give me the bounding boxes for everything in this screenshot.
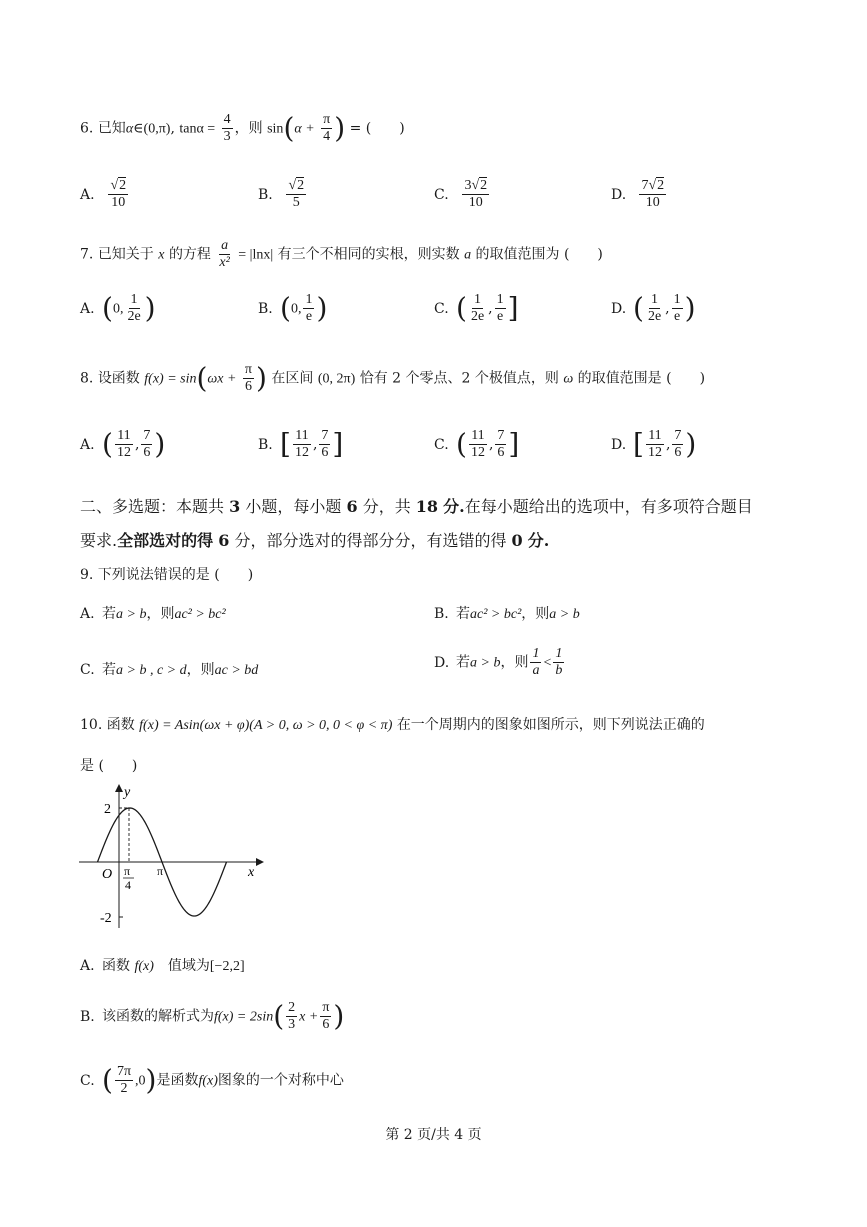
denominator: 6	[143, 445, 151, 461]
option-label: D.	[611, 436, 627, 453]
math-x-plus: x +	[299, 1009, 319, 1025]
stem-text: 恰有 2 个零点、2 个极值点，则	[359, 370, 559, 387]
denominator: 2e	[127, 309, 141, 325]
option-label: A.	[80, 300, 95, 317]
fraction-pi-6	[320, 1000, 331, 1033]
denominator: 10	[111, 195, 126, 211]
question-number: 7.	[80, 246, 94, 263]
denominator: 3	[223, 129, 231, 145]
option-a[interactable]: A. ( $\frac{11}{12}$ , $\frac{7}{6}$ )	[80, 427, 166, 461]
option-fraction-left	[469, 428, 487, 461]
stem-text: = ( )	[349, 120, 405, 137]
paren-close: )	[333, 999, 345, 1033]
denominator: 6	[674, 445, 682, 461]
paren-close: )	[684, 291, 696, 325]
numerator: 7π	[115, 1064, 133, 1081]
fraction-tan	[222, 112, 233, 145]
option-label: A.	[80, 958, 95, 974]
stem-text: ，则	[234, 120, 263, 137]
question-6-stem: 6. 已知α∈(0,π), tanα = $\frac{4}{3}$ ，则 sin(α + $\frac{\pi}{4}$ ) = ( )	[80, 111, 405, 145]
paren-open: (	[102, 427, 113, 461]
option-a[interactable]	[80, 603, 226, 623]
math-omega: ω	[563, 371, 574, 387]
radicand: 2	[657, 178, 665, 193]
option-a[interactable]	[80, 955, 245, 975]
question-10-stem-cont	[80, 755, 137, 775]
math-alpha: α	[125, 121, 134, 137]
paren-close: )	[334, 111, 346, 145]
math-function: f(x) = sin	[144, 371, 197, 387]
denominator: a	[532, 663, 540, 679]
denominator: e	[674, 309, 681, 325]
bracket-close: ]	[508, 427, 520, 461]
stem-text: 的取值范围是 ( )	[577, 370, 706, 387]
paren-open: (	[280, 291, 291, 325]
denominator: b	[555, 663, 563, 679]
math-range: [−2,2]	[209, 959, 245, 974]
option-fraction	[108, 178, 128, 211]
option-c[interactable]	[80, 1064, 344, 1097]
option-label: D.	[611, 186, 627, 203]
numerator: 11	[293, 428, 310, 445]
option-label: B.	[434, 606, 449, 622]
y-axis-arrow-icon	[115, 784, 123, 792]
option-text: ，则	[500, 654, 529, 671]
option-fraction-right	[319, 428, 330, 461]
math-interval: ∈(0,π)	[133, 121, 171, 137]
option-text: 若	[102, 606, 116, 622]
y-min-label: -2	[100, 911, 112, 926]
fraction-2-3	[286, 1000, 297, 1033]
option-label: A.	[80, 436, 95, 453]
section-text-bold: 分.	[443, 497, 465, 516]
tick-pi-4-denominator: 4	[125, 878, 131, 892]
numerator: π	[320, 1000, 331, 1017]
math-tan: tanα =	[179, 121, 216, 137]
bracket-open: [	[633, 427, 644, 461]
math-conclusion: ac² > bc²	[174, 607, 226, 622]
option-fraction-right	[672, 428, 683, 461]
numerator: 7√2	[639, 178, 666, 195]
option-c[interactable]: C. ( $\frac{1}{2e}$ , $\frac{1}{e}$ ]	[434, 291, 519, 325]
math-fx: f(x)	[134, 959, 154, 974]
option-label: B.	[258, 186, 273, 203]
denominator: 2e	[470, 309, 485, 325]
stem-text: 设函数	[97, 370, 140, 387]
option-label: B.	[258, 436, 273, 453]
option-text: ，则	[146, 606, 175, 622]
denominator: 6	[497, 445, 505, 461]
denominator: 2	[120, 1081, 128, 1097]
option-label: D.	[434, 654, 450, 671]
option-text: 图象的一个对称中心	[217, 1072, 344, 1089]
math-x: x	[158, 247, 165, 263]
section-2-instructions-line1	[80, 494, 753, 517]
numerator: 3√2	[462, 178, 489, 195]
x-axis-label: x	[248, 865, 255, 880]
sine-graph	[74, 778, 274, 938]
paren-open: (	[102, 291, 113, 325]
question-6-options	[0, 178, 867, 228]
interval-left: 0,	[290, 301, 302, 317]
coefficient: 3	[464, 178, 472, 193]
option-b[interactable]	[258, 292, 327, 325]
question-8-options	[0, 428, 867, 478]
section-number: 18	[415, 497, 439, 516]
question-10-stem	[80, 714, 705, 734]
option-fraction-left	[293, 428, 311, 461]
denominator: e	[305, 309, 313, 325]
question-number: 6.	[80, 120, 94, 137]
denominator: 12	[470, 445, 485, 461]
question-number: 9.	[80, 567, 94, 583]
math-sin: sin	[267, 121, 284, 137]
option-label: A.	[80, 606, 95, 622]
question-9-stem	[80, 564, 253, 584]
paren-open: (	[456, 291, 467, 325]
option-text: 该函数的解析式为	[102, 1008, 214, 1025]
question-number: 8.	[80, 370, 94, 387]
stem-text: 在区间	[271, 370, 314, 387]
option-a[interactable]	[80, 292, 156, 325]
radicand: 2	[297, 178, 305, 193]
denominator: 10	[468, 195, 483, 211]
math-formula: f(x) = 2sin	[214, 1009, 274, 1025]
numerator: 11	[469, 428, 486, 445]
paren-close: )	[145, 1063, 157, 1097]
paren-open: (	[196, 361, 208, 395]
option-label: B.	[80, 1008, 95, 1025]
option-fraction-left	[646, 428, 664, 461]
denominator: e	[497, 309, 504, 325]
coefficient: 7	[641, 178, 649, 193]
stem-text: 的方程	[168, 246, 211, 263]
tick-pi-4-numerator: π	[124, 864, 131, 878]
option-fraction	[639, 178, 666, 211]
math-conclusion: ac > bd	[214, 663, 259, 678]
option-fraction-right	[141, 428, 152, 461]
numerator: 1	[495, 292, 506, 309]
option-fraction-right	[495, 292, 506, 325]
option-label: D.	[611, 300, 627, 317]
paren-open: (	[283, 111, 295, 145]
denominator: 6	[322, 1017, 330, 1033]
option-text: ，则	[186, 662, 215, 678]
section-text: 二、多选题：本题共	[80, 497, 225, 516]
option-label: C.	[434, 436, 449, 453]
option-c[interactable]: C. ( $\frac{11}{12}$ , $\frac{7}{6}$ ]	[434, 427, 520, 461]
numerator: 4	[222, 112, 233, 129]
fraction-a-x2	[217, 238, 231, 271]
section-number: 3	[229, 497, 241, 516]
option-d[interactable]: D. ( $\frac{1}{2e}$ , $\frac{1}{e}$ )	[611, 291, 696, 325]
section-text: 分，部分选对的得部分分，有选错的得	[234, 531, 507, 550]
option-c[interactable]	[80, 659, 258, 679]
bracket-close: ]	[507, 291, 519, 325]
option-text: 若	[456, 654, 470, 671]
bracket-open: [	[280, 427, 291, 461]
numerator: 11	[115, 428, 132, 445]
numerator: 1	[472, 292, 483, 309]
radicand: 2	[480, 178, 488, 193]
fraction-pi-4	[321, 112, 332, 145]
option-text: 是函数	[156, 1072, 199, 1089]
paren-close: )	[685, 427, 697, 461]
option-b[interactable]	[434, 603, 580, 623]
option-text: 若	[456, 606, 470, 622]
math-abs-ln: = |lnx|	[238, 247, 274, 263]
paren-open: (	[273, 999, 285, 1033]
option-fraction-right	[495, 428, 506, 461]
stem-text: 有三个不相同的实根，则实数	[277, 246, 460, 263]
option-b[interactable]: B. [ $\frac{11}{12}$ , $\frac{7}{6}$ ]	[258, 427, 344, 461]
option-b[interactable]	[80, 1000, 344, 1033]
stem-text: 已知	[97, 120, 126, 137]
interval-left: 0,	[112, 301, 124, 317]
paren-close: )	[144, 291, 156, 325]
section-text: 在每小题给出的选项中，有多项符合题目	[464, 497, 753, 516]
denominator: 12	[294, 445, 309, 461]
math-conclusion: a > b	[549, 607, 580, 622]
section-2-instructions-line2	[80, 528, 549, 551]
denominator: 2e	[647, 309, 662, 325]
paren-open: (	[456, 427, 467, 461]
denominator: 5	[292, 195, 300, 211]
numerator: 7	[495, 428, 506, 445]
option-text: 值域为	[167, 958, 210, 974]
option-text: 若	[102, 662, 116, 678]
section-text-bold: 分.	[527, 531, 550, 550]
option-label: C.	[434, 300, 449, 317]
section-number: 6	[218, 531, 230, 550]
section-number: 0	[511, 531, 523, 550]
paren-open: (	[102, 1063, 113, 1097]
option-fraction	[303, 292, 314, 325]
question-7-stem	[80, 238, 603, 271]
numerator: 1	[672, 292, 683, 309]
math-less-than: <	[543, 655, 552, 671]
option-label: C.	[80, 662, 95, 678]
option-label: C.	[80, 1072, 95, 1089]
denominator: 6	[244, 379, 252, 395]
numerator: a	[219, 238, 230, 255]
denominator: 6	[321, 445, 329, 461]
y-max-label: 2	[104, 802, 111, 817]
radicand: 2	[119, 178, 127, 193]
stem-text: 函数	[106, 717, 135, 733]
option-fraction-left	[469, 292, 486, 325]
stem-text: 的取值范围为 ( )	[475, 246, 603, 263]
section-text: 分，共	[362, 497, 411, 516]
x-axis-arrow-icon	[256, 858, 264, 866]
math-condition: a > b , c > d	[116, 663, 187, 678]
numerator: 7	[319, 428, 330, 445]
paren-close: )	[316, 291, 328, 325]
option-fraction	[462, 178, 489, 211]
denominator: 4	[323, 129, 331, 145]
page-footer: 第 2 页/共 4 页	[385, 1127, 482, 1143]
fraction-pi-6	[243, 362, 254, 395]
numerator: √2	[286, 178, 306, 195]
option-fraction-right	[672, 292, 683, 325]
section-text-bold: 全部选对的得	[117, 531, 214, 550]
stem-text: 已知关于	[97, 246, 154, 263]
math-condition: ac² > bc²	[470, 607, 522, 622]
paren-close: )	[154, 427, 166, 461]
option-a[interactable]	[80, 178, 130, 211]
numerator: π	[243, 362, 254, 379]
option-c[interactable]	[434, 178, 491, 211]
math-condition: a > b	[470, 655, 501, 671]
y-axis-label: y	[124, 785, 131, 800]
denominator: 10	[645, 195, 660, 211]
option-label: C.	[434, 186, 449, 203]
math-zero: ,0	[135, 1073, 146, 1089]
numerator: 7	[672, 428, 683, 445]
math-interval: (0, 2π)	[317, 371, 356, 387]
math-a: a	[464, 247, 472, 263]
option-label: B.	[258, 300, 273, 317]
fraction-1-b	[553, 646, 564, 679]
fraction-1-a	[530, 646, 541, 679]
question-7-options	[0, 292, 867, 342]
math-omega-x: ωx +	[207, 371, 237, 387]
tick-pi: π	[157, 864, 164, 878]
stem-text: 是 ( )	[80, 758, 138, 774]
bracket-close: ]	[332, 427, 344, 461]
numerator: 2	[286, 1000, 297, 1017]
section-text: 小题，每小题	[245, 497, 342, 516]
numerator: 1	[129, 292, 140, 309]
denominator: x²	[219, 255, 230, 271]
denominator: 3	[288, 1017, 296, 1033]
option-fraction	[125, 292, 142, 325]
numerator: 7	[141, 428, 152, 445]
option-label: A.	[80, 186, 95, 203]
stem-text: 在一个周期内的图象如图所示，则下列说法正确的	[396, 717, 705, 733]
math-condition: a > b	[116, 607, 147, 622]
numerator: π	[321, 112, 332, 129]
math-formula: f(x) = Asin(ωx + φ)(A > 0, ω > 0, 0 < φ < π)	[139, 718, 393, 733]
paren-open: (	[633, 291, 644, 325]
stem-text: 下列说法错误的是 ( )	[97, 567, 254, 583]
numerator: 1	[303, 292, 314, 309]
math-alpha-plus: α +	[294, 121, 315, 137]
option-d[interactable]: D. [ $\frac{11}{12}$ , $\frac{7}{6}$ )	[611, 427, 697, 461]
option-d[interactable]	[611, 178, 668, 211]
option-fraction-left	[646, 292, 663, 325]
numerator: √2	[108, 178, 128, 195]
option-d[interactable]	[434, 646, 566, 679]
option-b[interactable]	[258, 178, 308, 211]
section-number: 6	[346, 497, 358, 516]
option-fraction	[286, 178, 306, 211]
math-fx: f(x)	[198, 1073, 218, 1089]
denominator: 12	[647, 445, 662, 461]
numerator: 11	[646, 428, 663, 445]
numerator: 1	[530, 646, 541, 663]
denominator: 12	[116, 445, 131, 461]
origin-label: O	[102, 867, 113, 882]
section-text: 要求.	[80, 531, 118, 550]
option-text: ，则	[521, 606, 550, 622]
fraction-7pi-2	[115, 1064, 133, 1097]
numerator: 1	[649, 292, 660, 309]
numerator: 1	[553, 646, 564, 663]
paren-close: )	[256, 361, 267, 395]
question-8-stem	[80, 362, 705, 395]
question-number: 10.	[80, 717, 103, 733]
option-text: 函数	[102, 958, 130, 974]
option-fraction-left	[115, 428, 133, 461]
